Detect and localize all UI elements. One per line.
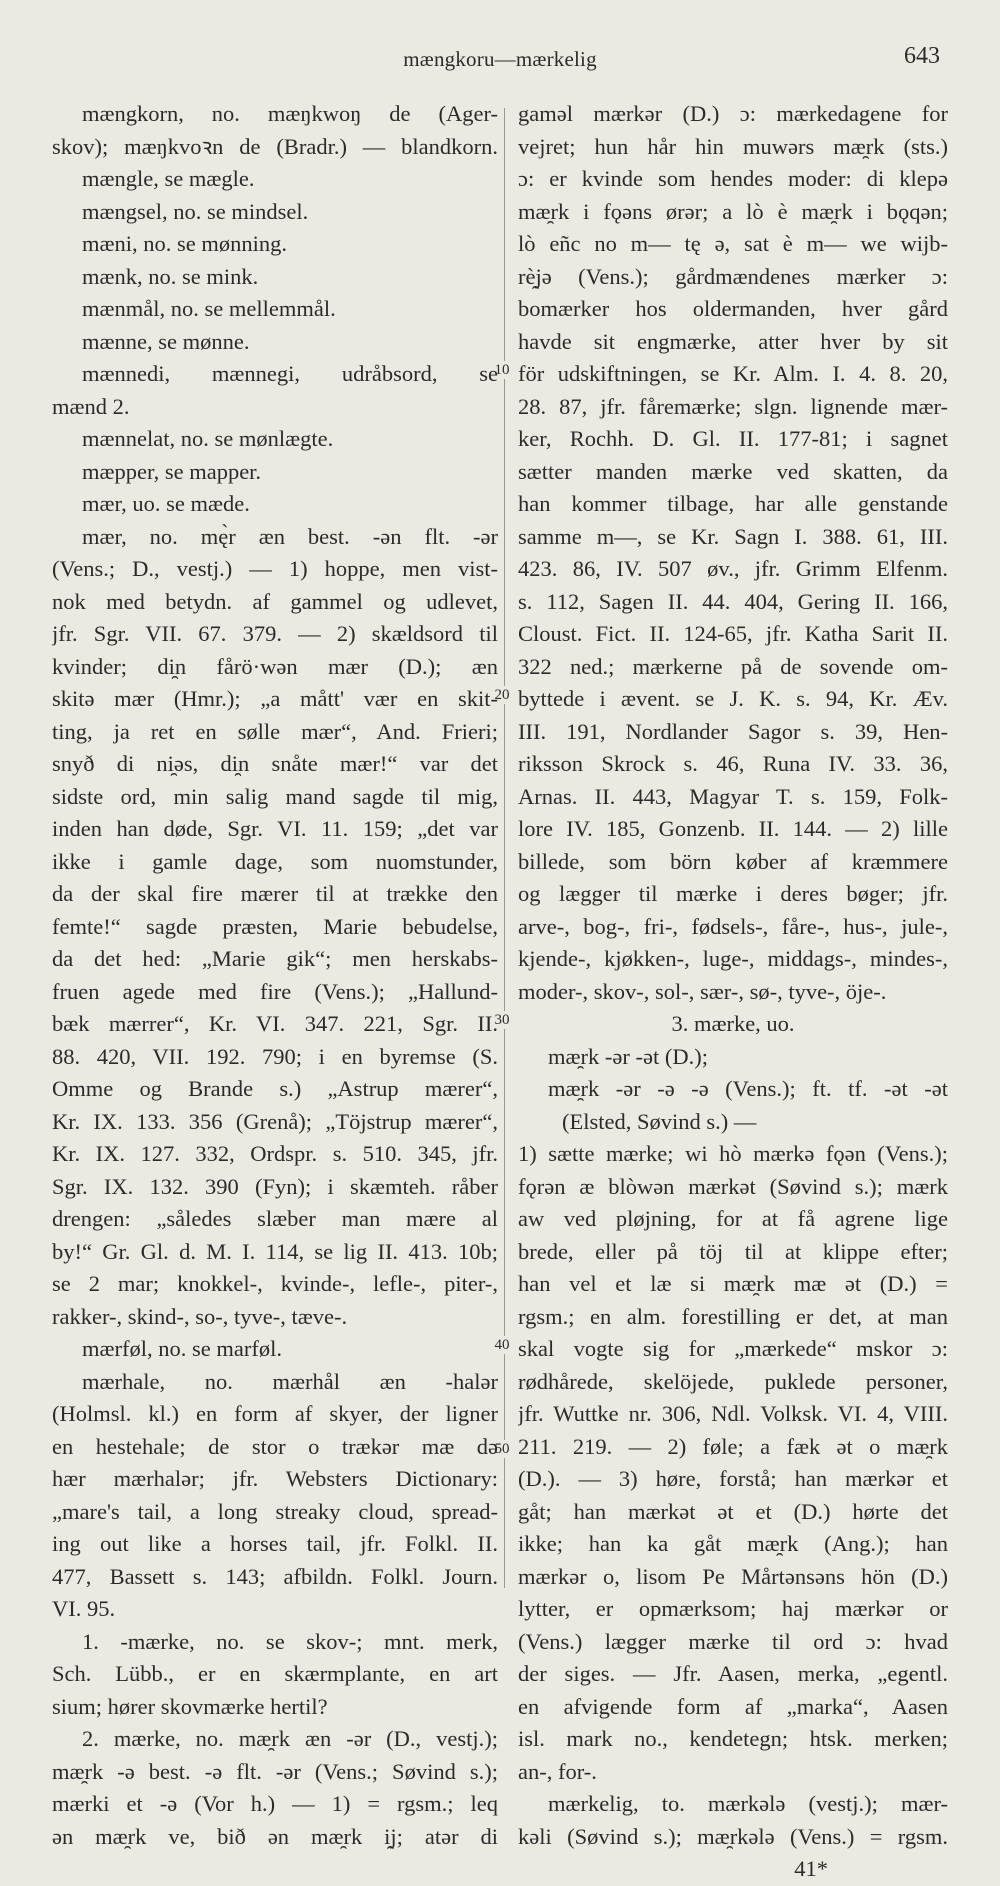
- text-line: för udskiftningen, se Kr. Alm. I. 4. 8. 20,: [518, 361, 948, 386]
- text-line: mænk, no. se mink.: [82, 263, 259, 289]
- text-line: mærki et -ə (Vor h.) — 1) = rgsm.; leq: [52, 1791, 498, 1816]
- text-line: ikke; han ka gåt mæ̯rk (Ang.); han: [518, 1531, 948, 1556]
- text-line: Sch. Lübb., er en skærmplante, en art: [52, 1661, 498, 1686]
- text-line: mæ̯rk i fǫəns ørər; a lò è mæ̯rk i bǫqən;: [518, 198, 948, 224]
- text-line: 88. 420, VII. 192. 790; i en byremse (S.: [52, 1043, 498, 1069]
- text-line: Cloust. Fict. II. 124-65, jfr. Katha Sarit II.: [518, 621, 948, 646]
- text-line: mæ̯rk -ər -ət (D.);: [548, 1043, 708, 1069]
- text-line: samme m—, se Kr. Sagn I. 388. 61, III.: [518, 523, 948, 549]
- text-line: mængsel, no. se mindsel.: [82, 198, 309, 224]
- text-line: mæ̯rk -ə best. -ə flt. -ər (Vens.; Søvind s.);: [52, 1758, 498, 1784]
- text-line: han kommer tilbage, har alle genstande: [518, 491, 948, 516]
- text-line: da der skal fire mærer til at trække den: [52, 881, 498, 906]
- line-number: 10: [488, 361, 516, 379]
- text-line: VI. 95.: [52, 1596, 116, 1621]
- text-line: sidste ord, min salig mand sagde til mig,: [52, 783, 498, 809]
- text-line: 211. 219. — 2) føle; a fæk ət o mæ̯rk: [518, 1433, 948, 1459]
- text-line: byttede i ævent. se J. K. s. 94, Kr. Æv.: [518, 686, 948, 711]
- text-line: mæ̯rk -ər -ə -ə (Vens.); ft. tf. -ət -ət: [548, 1076, 948, 1101]
- text-line: 423. 86, IV. 507 øv., jfr. Grimm Elfenm.: [518, 556, 948, 581]
- text-line: „mare's tail, a long streaky cloud, spread-: [52, 1498, 498, 1524]
- text-line: og lægger til mærke i deres bøger; jfr.: [518, 881, 948, 906]
- text-line: rødhårede, skelöjede, puklede personer,: [518, 1368, 948, 1394]
- text-line: lore IV. 185, Gonzenb. II. 144. — 2) lille: [518, 816, 948, 841]
- text-line: sætter manden mærke ved skatten, da: [518, 458, 948, 484]
- text-line: inden han døde, Sgr. VI. 11. 159; „det var: [52, 816, 498, 841]
- text-line: brede, eller på töj til at klippe efter;: [518, 1238, 948, 1264]
- text-line: mærhale, no. mærhål æn -halər: [82, 1368, 498, 1394]
- text-line: jfr. Wuttke nr. 306, Ndl. Volksk. VI. 4, VIII.: [518, 1401, 948, 1426]
- line-number: 30: [488, 1011, 516, 1029]
- text-line: Kr. IX. 127. 332, Ordspr. s. 510. 345, jfr.: [52, 1141, 498, 1166]
- text-line: 1. -mærke, no. se skov-; mnt. merk,: [82, 1628, 498, 1654]
- text-line: Kr. IX. 133. 356 (Grenå); „Töjstrup mærer“,: [52, 1108, 498, 1134]
- text-line: mænnelat, no. se mønlægte.: [82, 426, 334, 451]
- text-line: se 2 mar; knokkel-, kvinde-, lefle-, piter-,: [52, 1271, 498, 1296]
- text-line: jfr. Sgr. VII. 67. 379. — 2) skældsord til: [52, 621, 498, 646]
- text-line: (D.). — 3) høre, forstå; han mærkər et: [518, 1466, 948, 1491]
- running-head: mængkoru—mærkelig: [403, 47, 597, 71]
- text-line: mænne, se mønne.: [82, 328, 250, 354]
- text-line: mængkorn, no. mæŋkwoŋ de (Ager-: [82, 101, 498, 126]
- text-line: 477, Bassett s. 143; afbildn. Folkl. Journ.: [52, 1563, 498, 1589]
- text-line: fruen agede med fire (Vens.); „Hallund-: [52, 978, 498, 1004]
- text-line: mær, uo. se mæde.: [82, 491, 250, 516]
- text-line: kvinder; di̯n fårö·wən mær (D.); æn: [52, 653, 498, 679]
- text-line: drengen: „således slæber man mære al: [52, 1206, 498, 1231]
- text-line: riksson Skrock s. 46, Runa IV. 33. 36,: [518, 751, 948, 776]
- text-line: Sgr. IX. 132. 390 (Fyn); i skæmteh. råber: [52, 1173, 498, 1199]
- text-line: s. 112, Sagen II. 44. 404, Gering II. 166,: [518, 588, 948, 614]
- line-number: 20: [488, 686, 516, 704]
- text-line: moder-, skov-, sol-, sær-, sø-, tyve-, öje-.: [518, 978, 887, 1004]
- text-line: gåt; han mærkət ət et (D.) hørte det: [518, 1498, 948, 1524]
- text-line: (Elsted, Søvind s.) —: [562, 1108, 757, 1134]
- left-column: [52, 98, 498, 1853]
- column-divider: [504, 108, 505, 1588]
- right-column: [518, 98, 948, 1886]
- text-line: (Vens.; D., vestj.) — 1) hoppe, men vist-: [52, 556, 498, 581]
- text-line: 1) sætte mærke; wi hò mærkə fǫən (Vens.);: [518, 1141, 948, 1166]
- text-line: hær mærhalər; jfr. Websters Dictionary:: [52, 1466, 498, 1491]
- text-line: da det hed: „Marie gik“; men herskabs-: [52, 946, 498, 971]
- text-line: (Holmsl. kl.) en form af skyer, der ligner: [52, 1401, 498, 1426]
- text-line: ing out like a horses tail, jfr. Folkl. II.: [52, 1531, 498, 1556]
- text-line: 3. mærke, uo.: [671, 1011, 795, 1036]
- line-number: 50: [488, 1440, 516, 1458]
- text-line: an-, for-.: [518, 1758, 597, 1784]
- text-line: III. 191, Nordlander Sagor s. 39, Hen-: [518, 718, 948, 744]
- text-line: rakker-, skind-, so-, tyve-, tæve-.: [52, 1303, 348, 1329]
- signature-mark: 41*: [794, 1856, 828, 1881]
- text-line: isl. mark no., kendetegn; htsk. merken;: [518, 1726, 948, 1751]
- text-line: ker, Rochh. D. Gl. II. 177-81; i sagnet: [518, 426, 948, 451]
- text-line: 322 ned.; mærkerne på de sovende om-: [518, 653, 948, 679]
- text-line: Omme og Brande s.) „Astrup mærer“,: [52, 1076, 498, 1101]
- text-line: en hestehale; de stor o trækər mæ də: [52, 1433, 498, 1459]
- text-line: ting, ja ret en sølle mær“, And. Frieri;: [52, 718, 498, 744]
- text-line: gaməl mærkər (D.) ɔ: mærkedagene for: [518, 101, 948, 126]
- text-line: kəli (Søvind s.); mæ̯rkələ (Vens.) = rgsm.: [518, 1823, 948, 1849]
- text-line: mængle, se mægle.: [82, 166, 255, 191]
- text-line: bæk mærrer“, Kr. VI. 347. 221, Sgr. II.: [52, 1011, 498, 1036]
- text-line: en afvigende form af „marka“, Aasen: [518, 1693, 948, 1719]
- text-line: han vel et læ si mæ̯rk mæ ət (D.) =: [518, 1271, 948, 1296]
- text-line: nok med betydn. af gammel og udlevet,: [52, 588, 498, 614]
- text-line: snyð di ni̯əs, di̯n snåte mær!“ var det: [52, 751, 498, 776]
- page-number: 643: [904, 43, 940, 69]
- text-line: bomærker hos oldermanden, hver gård: [518, 296, 948, 321]
- text-line: ikke i gamle dage, som nuomstunder,: [52, 848, 498, 874]
- text-line: mærkelig, to. mærkələ (vestj.); mær-: [548, 1791, 948, 1816]
- text-line: ən mæ̯rk ve, bið ən mæ̯rk i̯j; atər di: [52, 1823, 498, 1849]
- text-line: 28. 87, jfr. fåremærke; slgn. lignende mær-: [518, 393, 948, 419]
- text-line: vejret; hun hår hin muwərs mæ̯rk (sts.): [518, 133, 948, 159]
- text-line: 2. mærke, no. mæ̯rk æn -ər (D., vestj.);: [82, 1726, 498, 1751]
- text-line: (Vens.) lægger mærke til ord ɔ: hvad: [518, 1628, 948, 1654]
- text-line: mænd 2.: [52, 393, 130, 419]
- text-line: aw ved pløjning, for at få agrene lige: [518, 1206, 948, 1231]
- text-line: mænmål, no. se mellemmål.: [82, 296, 336, 321]
- text-line: fǫrən æ blòwən mærkət (Søvind s.); mærk: [518, 1173, 948, 1199]
- text-line: femte!“ sagde præsten, Marie bebudelse,: [52, 913, 498, 939]
- text-line: by!“ Gr. Gl. d. M. I. 114, se lig II. 413. 10b;: [52, 1238, 498, 1264]
- text-line: havde sit engmærke, atter hver by sit: [518, 328, 948, 354]
- text-line: rè̯jə (Vens.); gårdmændenes mærker ɔ:: [518, 263, 948, 289]
- text-line: skitə mær (Hmr.); „a mått' vær en skit-: [52, 686, 498, 711]
- text-line: mænnedi, mænnegi, udråbsord, se: [82, 361, 498, 386]
- text-line: lytter, er opmærksom; haj mærkər or: [518, 1596, 948, 1621]
- text-line: lò eñc no m— tę ə, sat è m— we wijb-: [518, 231, 948, 256]
- text-line: ɔ: er kvinde som hendes moder: di klepə: [518, 166, 948, 191]
- text-line: skov); mæŋkvoꝛn de (Bradr.) — blandkorn.: [52, 133, 498, 159]
- text-line: rgsm.; en alm. forestilling er det, at man: [518, 1303, 948, 1329]
- text-line: kjende-, kjøkken-, luge-, middags-, mindes-,: [518, 946, 948, 971]
- line-number: 40: [488, 1336, 516, 1354]
- text-line: sium; hører skovmærke hertil?: [52, 1693, 328, 1719]
- text-line: mærføl, no. se marføl.: [82, 1336, 282, 1361]
- text-line: mærkər o, lisom Pe Mårtənsəns hön (D.): [518, 1563, 948, 1589]
- text-line: arve-, bog-, fri-, fødsels-, fåre-, hus-, jule-,: [518, 913, 948, 939]
- text-line: mæpper, se mapper.: [82, 458, 262, 484]
- text-line: billede, som börn køber af kræmmere: [518, 848, 948, 874]
- text-line: mær, no. mę̀r æn best. -ən flt. -ər: [82, 523, 498, 549]
- text-line: der siges. — Jfr. Aasen, merka, „egentl.: [518, 1661, 948, 1686]
- text-line: Arnas. II. 443, Magyar T. s. 159, Folk-: [518, 783, 948, 809]
- text-line: skal vogte sig for „mærkede“ mskor ɔ:: [518, 1336, 948, 1361]
- text-line: mæni, no. se mønning.: [82, 231, 288, 256]
